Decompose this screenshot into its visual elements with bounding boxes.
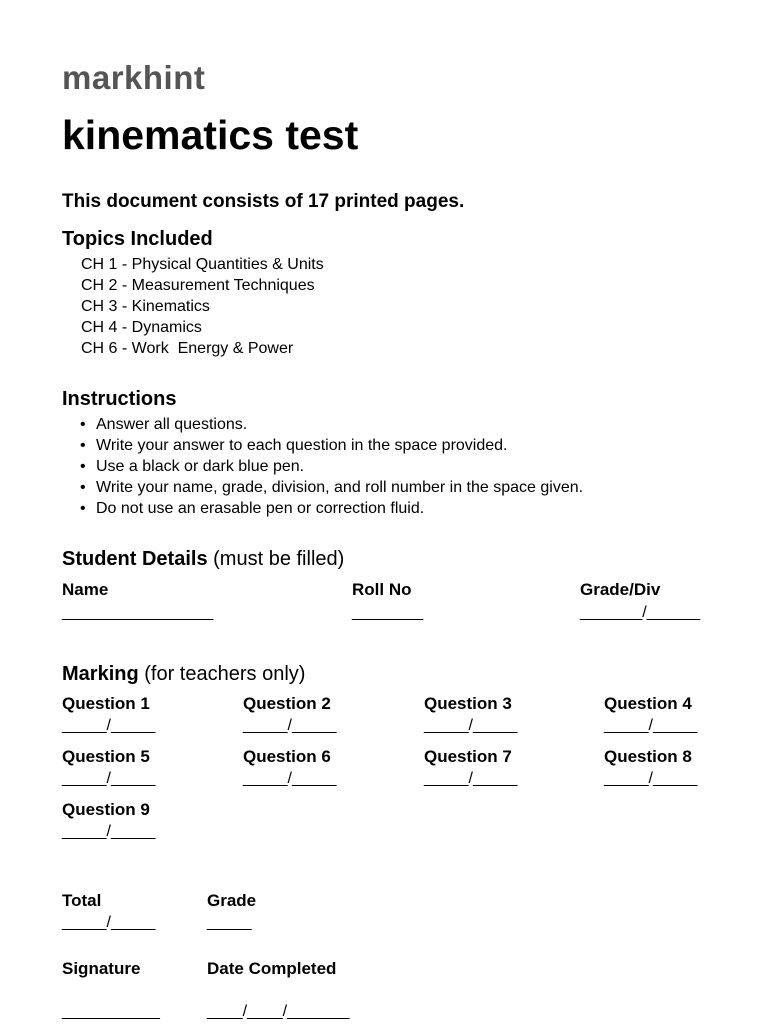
question-2-score-field[interactable]: _____/_____ [243, 717, 337, 734]
marking-note: (for teachers only) [144, 663, 306, 685]
question-6-score-field[interactable]: _____/_____ [243, 770, 337, 787]
question-9-score-field[interactable]: _____/_____ [62, 823, 156, 840]
bullet-icon: • [80, 500, 86, 517]
instruction-text: Write your answer to each question in the space provided. [96, 437, 508, 454]
question-6-label: Question 6 [243, 747, 331, 766]
question-3-label: Question 3 [424, 694, 512, 713]
student-details-note: (must be filled) [213, 548, 345, 570]
total-score-field[interactable]: _____/_____ [62, 914, 156, 931]
bullet-icon: • [80, 479, 86, 496]
question-3-score-field[interactable]: _____/_____ [424, 717, 518, 734]
bullet-icon: • [80, 416, 86, 433]
instruction-text: Do not use an erasable pen or correction fluid. [96, 500, 425, 517]
topic-item: CH 6 - Work Energy & Power [81, 340, 294, 357]
question-2-label: Question 2 [243, 694, 331, 713]
instructions-heading: Instructions [62, 388, 177, 410]
question-9-label: Question 9 [62, 800, 150, 819]
question-5-label: Question 5 [62, 747, 150, 766]
topic-item: CH 3 - Kinematics [81, 298, 210, 315]
instruction-item [80, 456, 304, 477]
brand-logo: markhint [62, 59, 206, 96]
page-title: kinematics test [62, 112, 359, 158]
topics-heading: Topics Included [62, 228, 213, 250]
question-4-label: Question 4 [604, 694, 692, 713]
instruction-text: Answer all questions. [96, 416, 248, 433]
instruction-item [80, 477, 583, 498]
question-7-score-field[interactable]: _____/_____ [424, 770, 518, 787]
instruction-text: Write your name, grade, division, and roll number in the space given. [96, 479, 584, 496]
topic-item: CH 4 - Dynamics [81, 319, 202, 336]
date-completed-label: Date Completed [207, 959, 337, 978]
question-1-score-field[interactable]: _____/_____ [62, 717, 156, 734]
grade-field[interactable]: _____ [207, 914, 252, 931]
signature-label: Signature [62, 959, 141, 978]
student-details-heading: Student Details (must be filled) [62, 548, 345, 570]
instruction-item [80, 498, 424, 519]
question-4-score-field[interactable]: _____/_____ [604, 717, 698, 734]
name-field[interactable]: _________________ [62, 604, 214, 621]
question-1-label: Question 1 [62, 694, 150, 713]
roll-no-field[interactable]: ________ [352, 604, 424, 621]
grade-div-field[interactable]: _______/______ [580, 604, 701, 621]
marking-heading: Marking (for teachers only) [62, 663, 306, 685]
name-label: Name [62, 580, 109, 599]
question-8-label: Question 8 [604, 747, 692, 766]
topic-item: CH 2 - Measurement Techniques [81, 277, 315, 294]
instruction-item [80, 414, 247, 435]
total-label: Total [62, 891, 102, 910]
signature-field[interactable]: ___________ [62, 1003, 160, 1020]
roll-no-label: Roll No [352, 580, 412, 599]
date-completed-field[interactable]: ____/____/_______ [207, 1003, 350, 1020]
question-8-score-field[interactable]: _____/_____ [604, 770, 698, 787]
grade-label: Grade [207, 891, 257, 910]
pages-note: This document consists of 17 printed pages. [62, 191, 465, 212]
topic-item: CH 1 - Physical Quantities & Units [81, 256, 324, 273]
bullet-icon: • [80, 437, 86, 454]
instruction-item [80, 435, 508, 456]
bullet-icon: • [80, 458, 86, 475]
grade-div-label: Grade/Div [580, 580, 661, 599]
instruction-text: Use a black or dark blue pen. [96, 458, 305, 475]
question-7-label: Question 7 [424, 747, 512, 766]
question-5-score-field[interactable]: _____/_____ [62, 770, 156, 787]
